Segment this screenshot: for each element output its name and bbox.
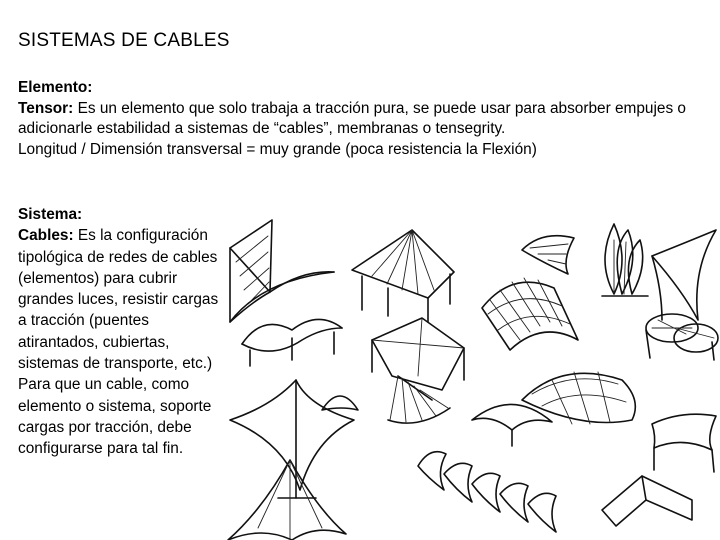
tensor-paragraph: [18, 99, 686, 140]
cable-structures-sketch: [222, 210, 720, 540]
cable-structures-illustration: [222, 210, 720, 540]
saddle-roof-sketch: [230, 220, 334, 322]
wing-canopy-sketch: [472, 404, 552, 446]
elemento-heading: Elemento:: [18, 79, 93, 96]
page-title: SISTEMAS DE CABLES: [18, 30, 230, 51]
leaf-shapes-sketch: [602, 224, 648, 296]
tent-roof-sketch: [352, 230, 454, 322]
saddle-arch-sketch: [522, 236, 574, 274]
hyperbolic-tent-sketch: [372, 318, 464, 390]
tensor-text: Es un elemento que solo trabaja a tracción pura, se puede usar para absorber empujes o adicionarle estabilidad a sistemas de “cables”, membranas o tensegrity.: [18, 99, 686, 137]
bell-shell-sketch: [322, 396, 358, 410]
tensor-label: Tensor:: [18, 99, 74, 117]
longitud-paragraph: Longitud / Dimensión transversal = muy grande (poca resistencia la Flexión): [18, 140, 537, 158]
pointed-shell-sketch: [652, 230, 716, 320]
ring-structures-sketch: [646, 314, 718, 360]
shell-series-sketch: [418, 452, 556, 532]
wave-canopy-sketch: [242, 319, 342, 366]
sistema-heading: Sistema:: [18, 206, 83, 223]
bent-tube-sketch: [602, 476, 692, 526]
elemento-section: [18, 78, 686, 160]
cables-paragraph: [18, 225, 230, 374]
barrel-vault-sketch: [482, 278, 578, 350]
para-paragraph: Para que un cable, como elemento o sistema, soporte cargas por tracción, debe configurarse para tal fin.: [18, 376, 212, 458]
cables-text: Es la configuración tipológica de redes de cables (elementos) para cubrir grandes luces, resistir cargas a tracción (puentes atirantados, cubiertas, sistemas de transporte, etc.): [18, 227, 219, 373]
sistema-section: [18, 204, 230, 460]
cables-label: Cables:: [18, 227, 74, 245]
cone-tent-sketch: [228, 460, 346, 540]
square-tent-sketch: [652, 414, 716, 472]
grid-dome-sketch: [522, 372, 635, 424]
